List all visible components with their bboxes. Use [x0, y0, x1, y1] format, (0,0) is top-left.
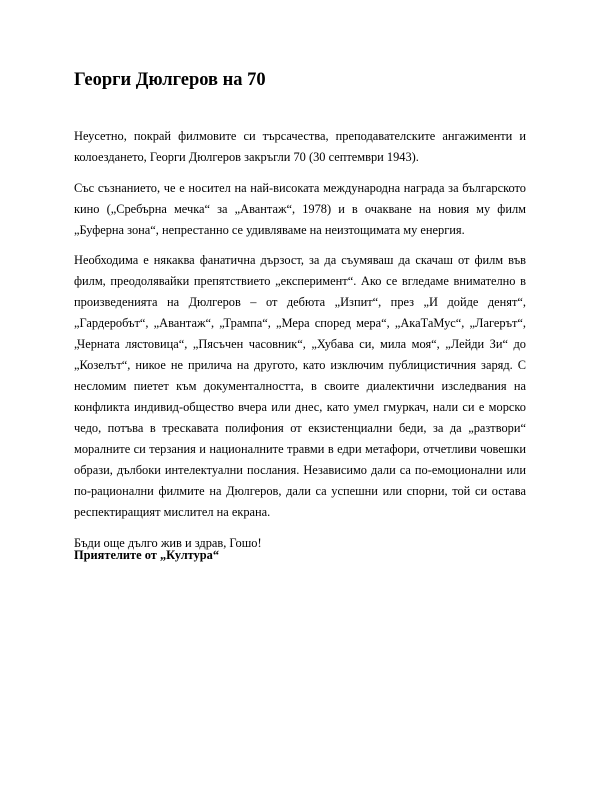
document-body: [74, 126, 526, 563]
paragraph-filmography: Необходима е някаква фанатична дързост, за да съумяваш да скачаш от филм във филм, преодолявайки препятствието „експеримент“. Ако се вгледаме внимателно в произведенията на Дюлгеров – от дебюта „Изпит“, през „И дойде денят“, „Гардеробът“, „Авантаж“, „Трампа“, „Мера според мера“, „АкаТаМус“, „Лагерът“, „Черната лястовица“, „Пясъчен часовник“, „Хубава си, мила моя“, „Лейди Зи“ до „Козелът“, никое не прилича на другото, като изключим публицистичния заряд. С несломим пиетет към документалността, в своите диалектични изследвания на конфликта индивид-общество вчера или днес, като умел гмуркач, нали си е морско чедо, потъва в трескавата полифония от екзистенциални беди, за да „разтвори“ моралните си терзания и националните травми в едри метафори, отчетливи човешки образи, дълбоки интелектуални послания. Независимо дали са по-емоционални или по-рационални филмите на Дюлгеров, дали са успешни или спорни, той си остава респектиращият мислител на екрана.: [74, 253, 526, 519]
paragraph-award: Със съзнанието, че е носител на най-високата международна награда за българското кино („Сребърна мечка“ за „Авантаж“, 1978) и в очакване на новия му филм „Буферна зона“, непрестанно се удивляваме на неизтощимата му енергия.: [74, 180, 526, 237]
paragraph-intro: Неусетно, покрай филмовите си търсачества, преподавателските ангажименти и колоездането, Георги Дюлгеров закръгли 70 (30 септември 1943).: [74, 129, 526, 164]
document-signature: Приятелите от „Култура“: [74, 548, 220, 562]
paragraph-wishes: Бъди още дълго жив и здрав, Гошо!: [74, 535, 262, 550]
document-title: Георги Дюлгеров на 70: [74, 70, 266, 90]
